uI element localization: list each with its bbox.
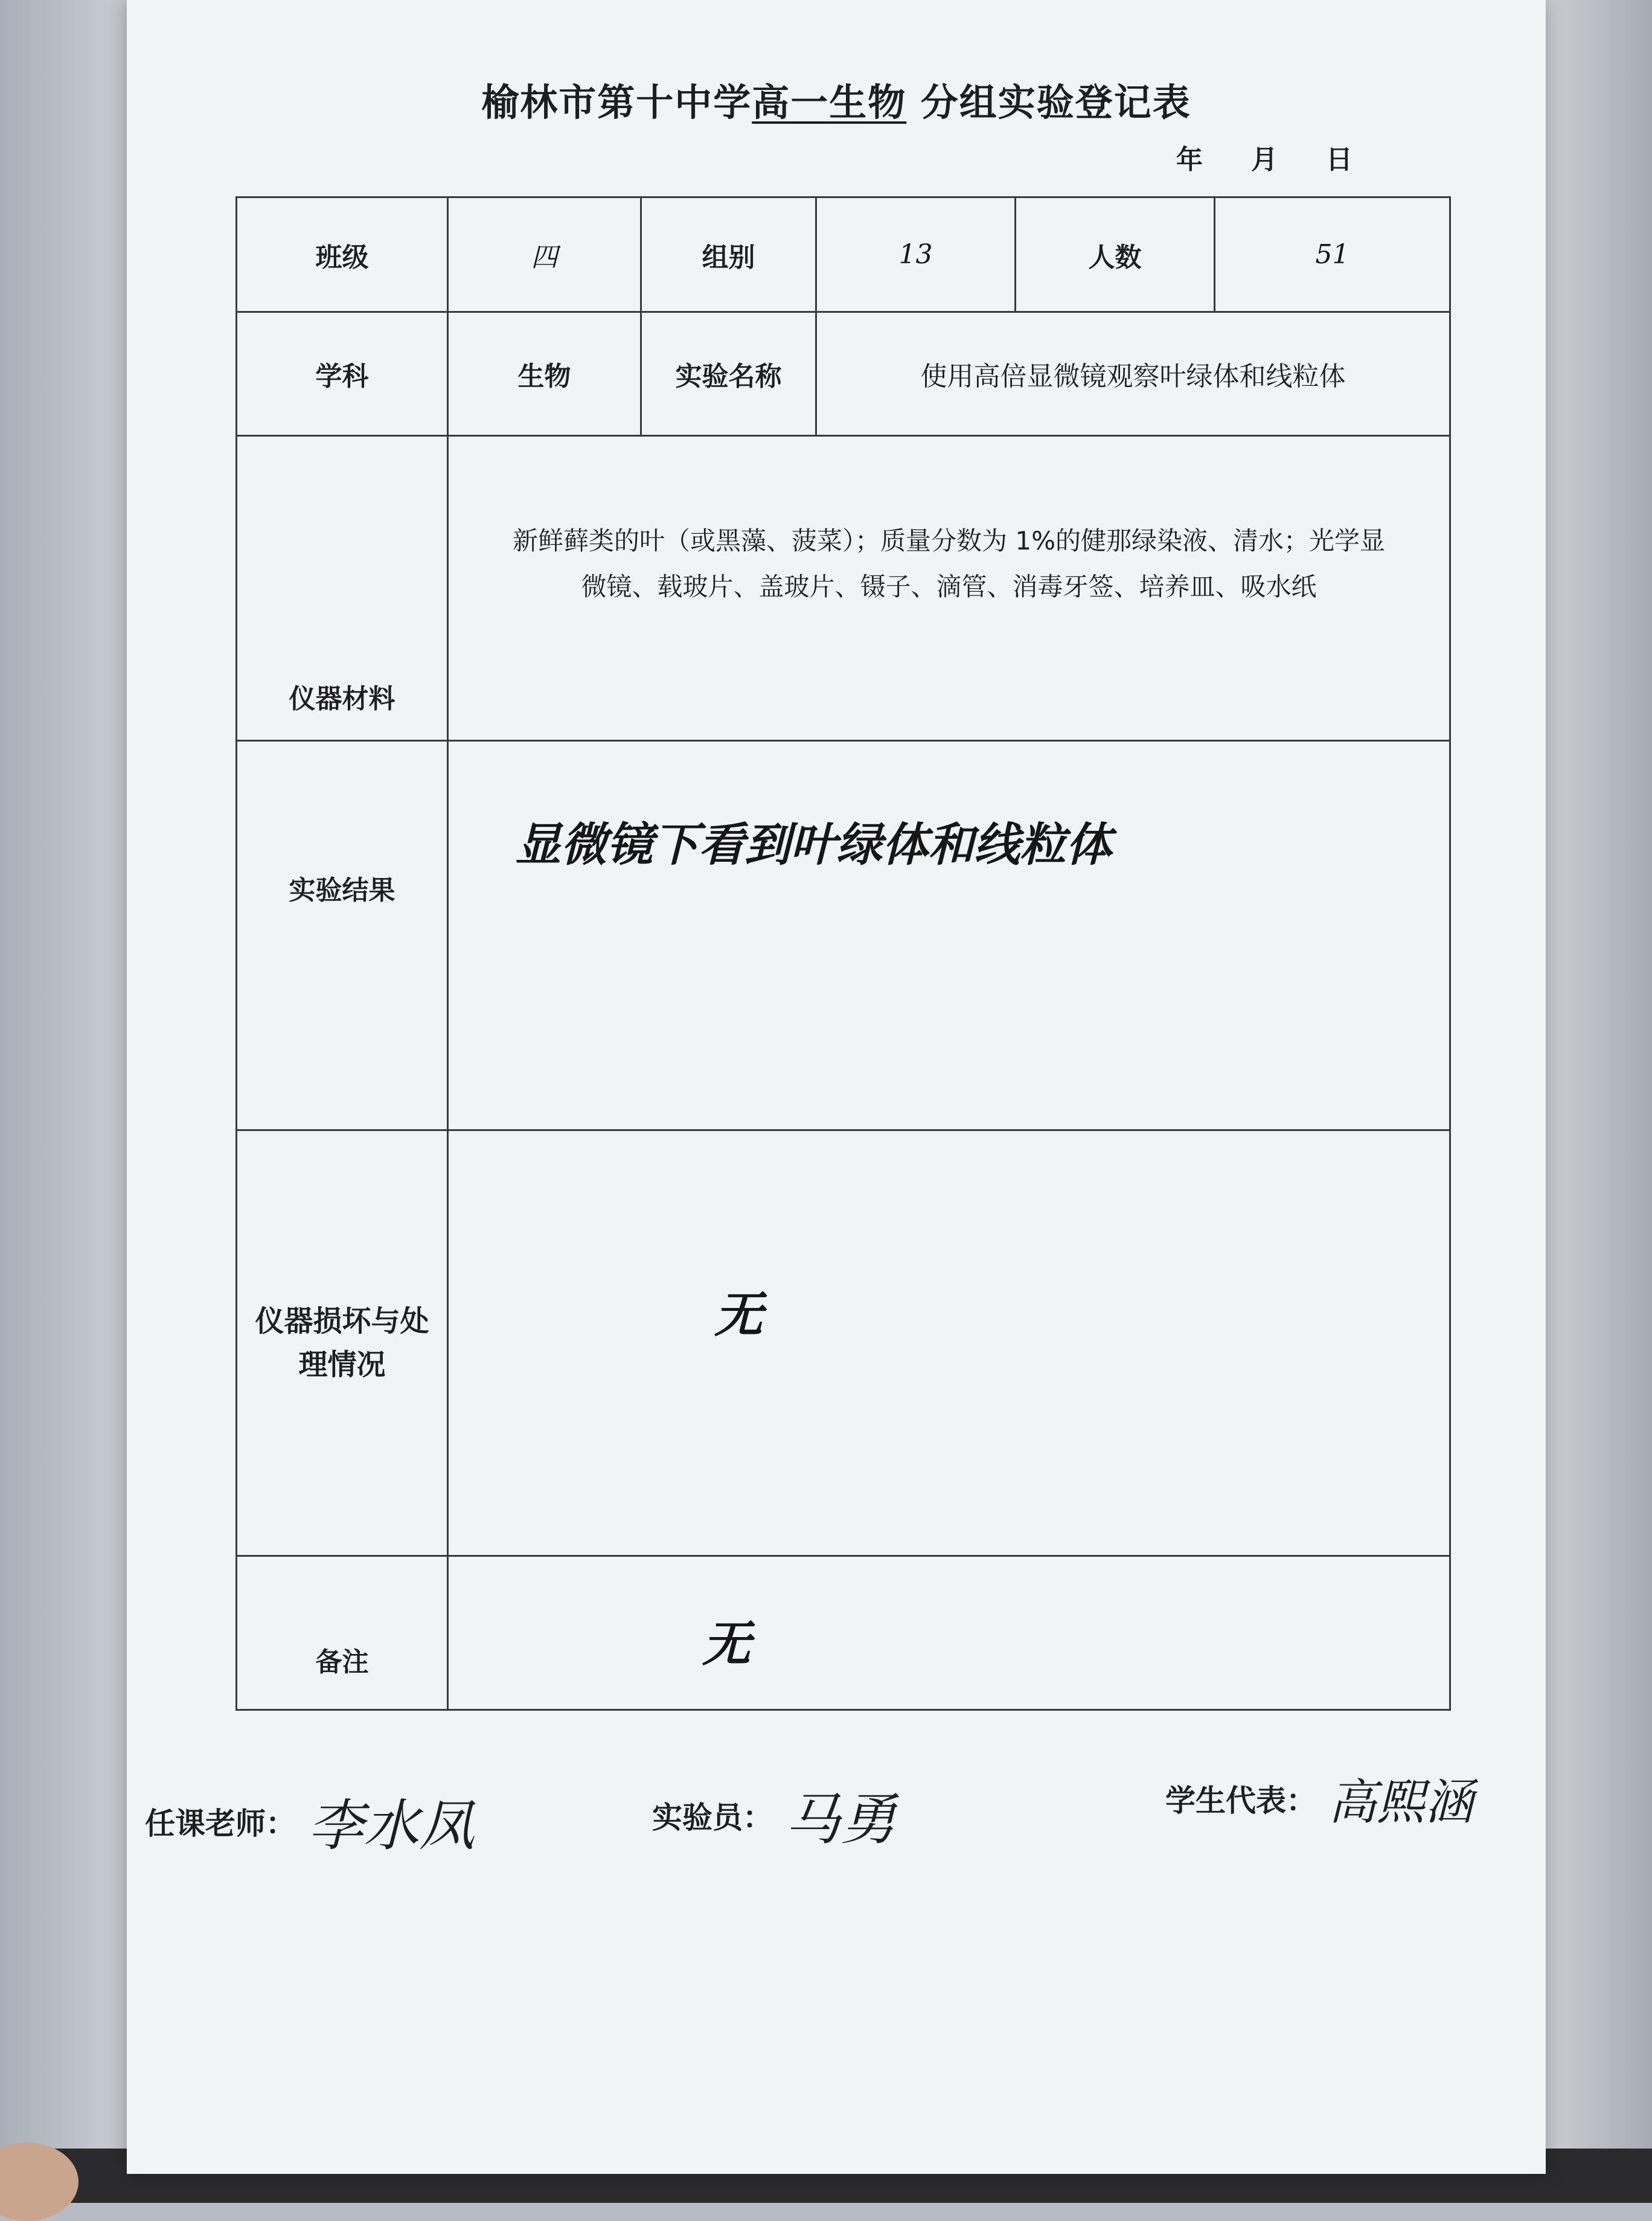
lab-staff-signature [652, 1775, 896, 1855]
teacher-signature [145, 1781, 475, 1861]
table-row-damage [237, 1130, 1450, 1556]
date-day: 日 [1326, 144, 1353, 175]
damage-label-line-1: 仪器损坏与处 [255, 1304, 429, 1338]
date-month: 月 [1251, 144, 1278, 175]
student-rep-label: 学生代表： [1165, 1783, 1316, 1818]
signature-row [127, 1763, 1546, 1896]
materials-line-2: 微镜、载玻片、盖玻片、镊子、滴管、消毒牙签、培养皿、吸水纸 [581, 572, 1317, 601]
title-grade-subject: 高一生物 [752, 80, 907, 124]
registration-table [235, 196, 1451, 1711]
table-row-remarks [237, 1556, 1450, 1710]
materials-value [448, 436, 1450, 741]
table-row-materials [237, 436, 1450, 741]
student-rep-signature [1165, 1763, 1473, 1833]
group-label: 组别 [641, 197, 816, 312]
count-value: 51 [1215, 197, 1450, 312]
lab-staff-name: 马勇 [785, 1787, 897, 1852]
lab-staff-label: 实验员： [652, 1800, 773, 1835]
experiment-name-label: 实验名称 [641, 312, 816, 436]
remarks-label: 备注 [237, 1556, 448, 1710]
subject-value: 生物 [448, 312, 641, 436]
registration-form-sheet [127, 0, 1546, 2174]
group-value: 13 [816, 197, 1016, 312]
teacher-label: 任课老师： [145, 1806, 296, 1841]
subject-label: 学科 [237, 312, 448, 436]
title-form-name: 分组实验登记表 [906, 80, 1191, 124]
result-value: 显微镜下看到叶绿体和线粒体 [515, 818, 1112, 871]
count-label: 人数 [1016, 197, 1215, 312]
remarks-value: 无 [702, 1615, 751, 1672]
student-rep-name: 高熙涵 [1328, 1774, 1473, 1830]
class-label: 班级 [237, 197, 448, 312]
materials-line-1: 新鲜藓类的叶（或黑藻、菠菜）；质量分数为 1%的健那绿染液、清水；光学显 [513, 526, 1385, 556]
damage-value-cell [448, 1130, 1450, 1556]
remarks-value-cell [448, 1556, 1450, 1710]
result-value-cell [448, 741, 1450, 1130]
materials-label: 仪器材料 [237, 436, 448, 741]
date-year: 年 [1176, 144, 1203, 175]
table-row-subject [237, 312, 1450, 436]
form-title [127, 72, 1546, 126]
experiment-name-value: 使用高倍显微镜观察叶绿体和线粒体 [816, 312, 1450, 436]
class-value: 四 [448, 197, 641, 312]
table-row-class [237, 197, 1450, 312]
teacher-name: 李水凤 [308, 1793, 475, 1858]
title-school: 榆林市第十中学 [481, 80, 752, 124]
damage-label [237, 1130, 448, 1556]
date-line [1176, 138, 1353, 176]
damage-value: 无 [714, 1286, 763, 1343]
result-label: 实验结果 [237, 741, 448, 1130]
table-row-result [237, 741, 1450, 1130]
damage-label-line-2: 理情况 [298, 1348, 386, 1382]
